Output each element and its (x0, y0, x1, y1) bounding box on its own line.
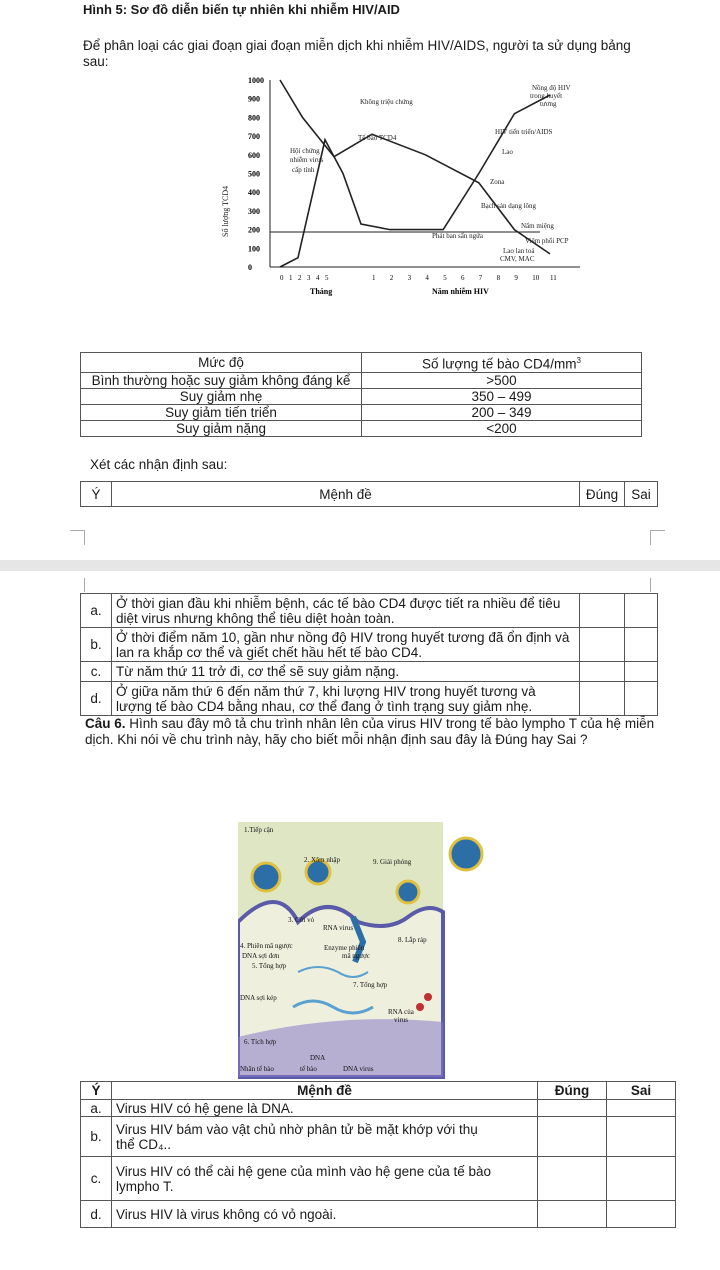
step-7-label: 7. Tổng hợp (353, 981, 388, 989)
x-tick-month: 0 (280, 274, 284, 282)
y-tick-label: 300 (248, 206, 260, 216)
annotation-lao-lan-toa: Lao lan toả (503, 247, 535, 255)
nucleus-label: Nhân tế bào (240, 1065, 274, 1073)
row-letter: c. (81, 1157, 112, 1201)
x-tick-month: 4 (316, 274, 320, 282)
row-letter: a. (81, 1100, 112, 1117)
x-tick-month: 2 (298, 274, 302, 282)
table1-header-count: Số lượng tế bào $CD4/mm^3$ (362, 353, 642, 373)
annotation-phat-ban: Phát ban sẩn ngứa (432, 232, 484, 240)
annotation-hiv-1: Nồng độ HIV (532, 84, 571, 92)
row-letter: c. (81, 662, 112, 682)
figure-caption: Hình 5: Sơ đồ diễn biến tự nhiên khi nhiễm HIV/AID (83, 2, 400, 17)
table1-cell: >500 (362, 372, 642, 388)
y-tick-label: 900 (248, 94, 260, 104)
statements-table-header (80, 481, 658, 507)
step-2-label: 2. Xâm nhập (304, 856, 340, 864)
false-checkbox[interactable] (625, 682, 658, 716)
false-checkbox[interactable] (625, 628, 658, 662)
statement-text: Ở giữa năm thứ 6 đến năm thứ 7, khi lượng HIV trong huyết tương và lượng tế bào CD4 bằng nhau, cơ thể đang ở tình trạng suy giảm nhẹ. (112, 682, 580, 716)
false-checkbox[interactable] (607, 1157, 676, 1201)
page-corner-mark (70, 530, 85, 545)
enzyme-label-1: Enzyme phiên (324, 944, 365, 952)
virus-particle (252, 863, 280, 891)
hiv-progression-chart (210, 72, 610, 302)
annotation-syndrome-2: nhiễm virus (290, 156, 324, 164)
cell-dna-label-1: DNA (310, 1054, 326, 1062)
statement-text: Virus HIV là virus không có vỏ ngoài. (112, 1201, 538, 1228)
step-9-label: 9. Giải phóng (373, 858, 412, 866)
annotation-syndrome-3: cấp tính (292, 166, 315, 174)
statement-text: Virus HIV bám vào vật chủ nhờ phân tử bề mặt khớp với thụ thể CD₄.. (112, 1117, 538, 1157)
annotation-nam-mieng: Nấm miệng (521, 222, 554, 230)
step-6-label: 6. Tích hợp (244, 1038, 277, 1046)
prompt-text: Xét các nhận định sau: (90, 457, 228, 472)
y-tick-label: 400 (248, 188, 260, 198)
true-checkbox[interactable] (580, 628, 625, 662)
question-6-label: Câu 6. (85, 716, 126, 731)
y-tick-label: 0 (248, 263, 252, 272)
cd4-classification-table (80, 352, 642, 437)
question-6 (85, 716, 655, 748)
false-checkbox[interactable] (625, 594, 658, 628)
step-4-label: 4. Phiên mã ngược (240, 942, 293, 950)
true-checkbox[interactable] (580, 662, 625, 682)
statement-text: Virus HIV có thể cài hệ gene của mình vào hệ gene của tế bào lympho T. (112, 1157, 538, 1201)
viral-rna-label-2: virus (394, 1016, 408, 1024)
table1-cell: Suy giảm nhẹ (81, 388, 362, 404)
step-1-label: 1.Tiếp cận (244, 826, 274, 834)
x-tick-month: 3 (307, 274, 311, 282)
hiv-replication-diagram (238, 822, 488, 1080)
annotation-aids: HIV tiến triển/AIDS (495, 128, 553, 136)
question-6-text: Hình sau đây mô tả chu trình nhân lên của virus HIV trong tế bào lympho T của hệ miễn dịch. Khi nói về chu trình này, hãy cho biết mỗi nhận định sau đây là Đúng hay Sai ? (85, 716, 655, 747)
y-tick-label: 500 (248, 169, 260, 179)
row-letter: d. (81, 682, 112, 716)
y-tick-label: 1000 (248, 76, 264, 85)
true-checkbox[interactable] (538, 1117, 607, 1157)
false-checkbox[interactable] (625, 662, 658, 682)
x-tick-year: 7 (478, 274, 483, 282)
annotation-pcp: Viêm phổi PCP (525, 237, 569, 245)
true-checkbox[interactable] (538, 1100, 607, 1117)
table3-header-statement: Mệnh đề (112, 1082, 538, 1100)
x-tick-month: 5 (325, 274, 329, 282)
true-checkbox[interactable] (580, 594, 625, 628)
x-tick-year: 5 (443, 274, 447, 282)
y-axis-label: Số lượng TCD4 (221, 185, 230, 237)
x-tick-month: 1 (289, 274, 293, 282)
annotation-bach-san: Bạch sản dạng lông (481, 202, 537, 210)
virus-particle-released (450, 838, 482, 870)
table3-header-false: Sai (607, 1082, 676, 1100)
x-tick-year: 3 (407, 274, 412, 282)
step-3-label: 3. Cởi vỏ (288, 916, 315, 924)
hiv-series-line (280, 95, 550, 267)
y-tick-label: 200 (248, 225, 260, 235)
virus-particle (397, 881, 419, 903)
table2-header-statement: Mệnh đề (112, 482, 580, 507)
rna-virus-label: RNA virus (323, 924, 354, 932)
x-tick-year: 10 (532, 274, 540, 282)
page-break (0, 560, 720, 571)
table1-cell: Bình thường hoặc suy giảm không đáng kể (81, 372, 362, 388)
statements-table (80, 593, 658, 716)
table3-header-y: Ý (81, 1082, 112, 1100)
true-checkbox[interactable] (538, 1157, 607, 1201)
x-axis-label-years: Năm nhiễm HIV (432, 287, 489, 296)
row-letter: b. (81, 1117, 112, 1157)
annotation-lao: Lao (502, 148, 513, 156)
step-8-label: 8. Lắp ráp (398, 936, 427, 944)
x-tick-year: 2 (389, 274, 394, 282)
table2-header-true: Đúng (580, 482, 625, 507)
false-checkbox[interactable] (607, 1100, 676, 1117)
statement-text: Virus HIV có hệ gene là DNA. (112, 1100, 538, 1117)
table2-header-y: Ý (81, 482, 112, 507)
x-tick-year: 6 (461, 274, 465, 282)
cell-dna-label-2: tế bào (300, 1065, 317, 1073)
step-5-label: 5. Tổng hợp (252, 962, 287, 970)
rna-dot (424, 993, 432, 1001)
viral-rna-label-1: RNA của (388, 1008, 414, 1016)
y-tick-label: 100 (248, 244, 260, 254)
y-tick-label: 600 (248, 150, 260, 160)
annotation-syndrome-1: Hội chứng (290, 147, 320, 155)
annotation-hiv-2: trong huyết (530, 92, 563, 100)
statement-text: Ở thời điểm năm 10, gần như nồng độ HIV trong huyết tương đã ổn định và lan ra khắp cơ thể và giết chết hầu hết tế bào CD4. (112, 628, 580, 662)
table2-header-false: Sai (625, 482, 658, 507)
row-letter: a. (81, 594, 112, 628)
annotation-hiv-3: tương (540, 100, 557, 108)
table1-cell: Suy giảm nặng (81, 420, 362, 436)
cd4-series-line (280, 80, 550, 254)
question6-table (80, 1081, 676, 1228)
enzyme-label-2: mã ngược (342, 952, 370, 960)
page-corner-mark (650, 578, 665, 592)
true-checkbox[interactable] (580, 682, 625, 716)
row-letter: b. (81, 628, 112, 662)
table3-header-true: Đúng (538, 1082, 607, 1100)
false-checkbox[interactable] (607, 1201, 676, 1228)
rna-dot (416, 1003, 424, 1011)
x-tick-year: 9 (514, 274, 518, 282)
table1-header-level: Mức độ (81, 353, 362, 373)
table1-cell: 200 – 349 (362, 404, 642, 420)
page-corner-mark (650, 530, 665, 545)
table1-cell: <200 (362, 420, 642, 436)
y-tick-label: 800 (248, 113, 260, 123)
annotation-zona: Zona (490, 178, 505, 186)
annotation-cmv: CMV, MAC (500, 255, 535, 263)
x-axis-label-months: Tháng (310, 287, 333, 296)
dsdna-label: DNA sợi kép (240, 994, 277, 1002)
statement-text: Từ năm thứ 11 trở đi, cơ thể sẽ suy giảm nặng. (112, 662, 580, 682)
annotation-asymptomatic: Không triệu chứng (360, 98, 413, 106)
annotation-cd4: Tế bào TCD4 (358, 134, 397, 142)
page-corner-mark (70, 578, 85, 592)
true-checkbox[interactable] (538, 1201, 607, 1228)
x-tick-year: 8 (496, 274, 501, 282)
ssdna-label: DNA sợi đơn (242, 952, 280, 960)
false-checkbox[interactable] (607, 1117, 676, 1157)
x-tick-year: 4 (425, 274, 429, 282)
statement-text: Ở thời gian đầu khi nhiễm bệnh, các tế bào CD4 được tiết ra nhiều để tiêu diệt virus nhưng không thể tiêu diệt hoàn toàn. (112, 594, 580, 628)
virus-dna-label: DNA virus (343, 1065, 374, 1073)
y-tick-label: 700 (248, 132, 260, 142)
table1-cell: Suy giảm tiến triển (81, 404, 362, 420)
table1-cell: 350 – 499 (362, 388, 642, 404)
x-tick-year: 11 (550, 274, 557, 282)
row-letter: d. (81, 1201, 112, 1228)
intro-text: Để phân loại các giai đoạn giai đoạn miễn dịch khi nhiễm HIV/AIDS, người ta sử dụng bảng sau: (83, 38, 631, 69)
x-tick-year: 1 (372, 274, 376, 282)
